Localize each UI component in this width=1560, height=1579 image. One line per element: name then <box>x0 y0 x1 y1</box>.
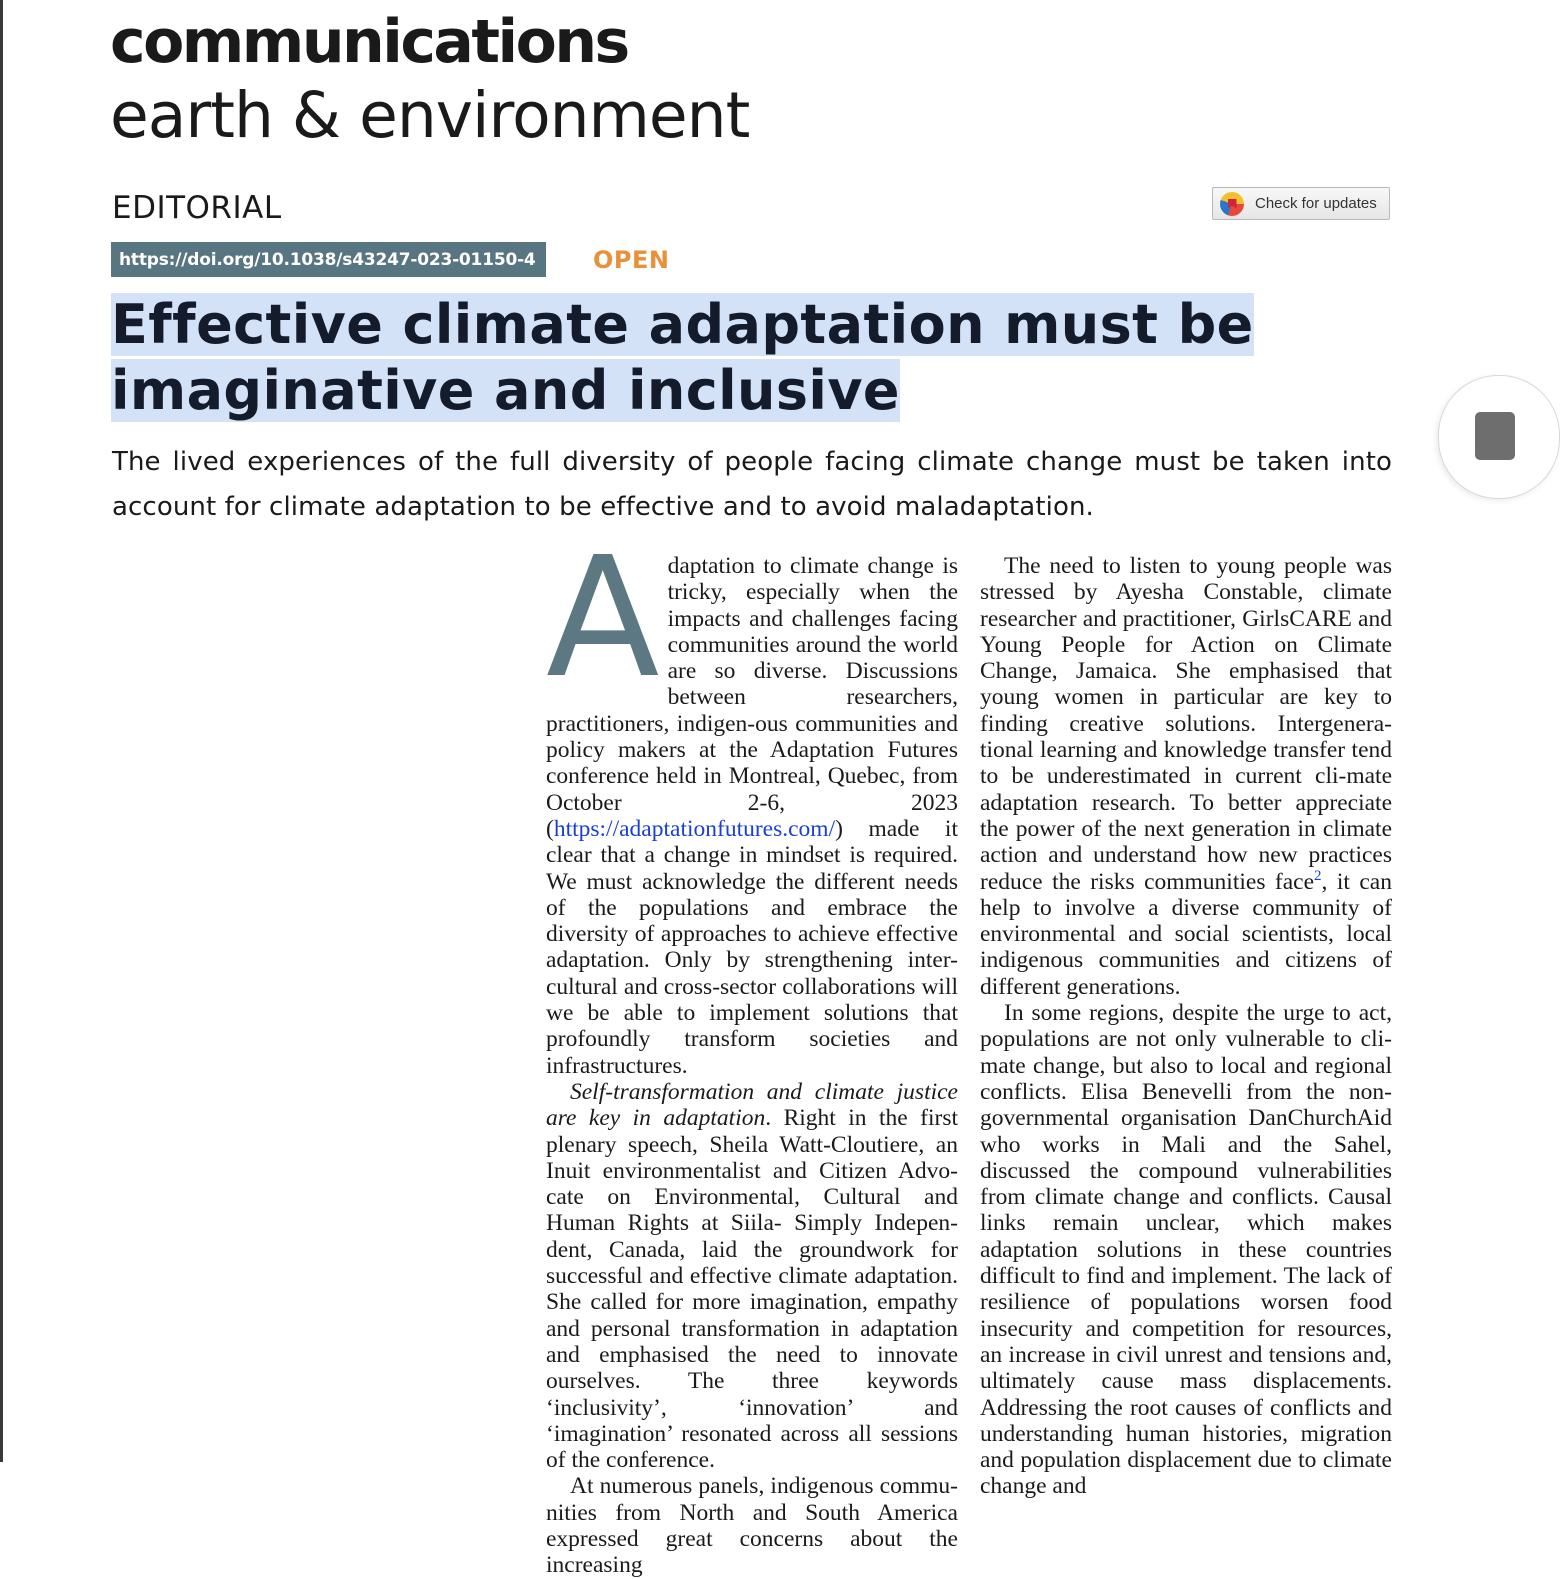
open-access-badge: OPEN <box>593 246 670 274</box>
drop-cap: A <box>546 522 660 715</box>
body-paragraph-2 <box>546 1079 958 1473</box>
journal-name-line1: communications <box>110 7 628 77</box>
reference-2-link[interactable]: 2 <box>1314 867 1322 884</box>
paragraph-4-text: The need to listen to young people was stressed by Ayesha Constable, climate researcher and practitioner, GirlsCARE and Young People for Action on Climate Change, Jamaica. She emphasised that young women in particular are key to finding creative solutions. Intergenera-tional learning and knowledge transfer tend to be underestimated in current cli-mate adaptation research. To better appreciate the power of the next generation in climate action and understand how new practices reduce the risks communities face <box>980 553 1392 895</box>
panel-toggle-icon <box>1475 412 1515 460</box>
paragraph-1-rest: ) made it clear that a change in mindset is required. We must acknowledge the different needs of the populations and embrace the diversity of approaches to achieve effective adaptation. Only by strengthening inter-cultural and cross-sector collaborations will we be able to implement solutions that profoundly transform societies and infrastructures. <box>546 815 958 1079</box>
body-paragraph-3: At numerous panels, indigenous commu-nities from North and South America expressed great concerns about the increasing <box>546 1473 958 1579</box>
doi-link[interactable]: https://doi.org/10.1038/s43247-023-01150-4 <box>111 242 546 277</box>
window-edge <box>0 0 3 1462</box>
article-title <box>111 292 1401 424</box>
body-paragraph-4 <box>980 553 1392 1000</box>
body-paragraph-5: In some regions, despite the urge to act, populations are not only vulnerable to cli-mate change, but also to local and regional conflicts. Elisa Benevelli from the non-governmental organisation DanChurchAid who works in Mali and the Sahel, discussed the compound vulnerabilities from climate change and conflicts. Causal links remain unclear, which makes adaptation solutions in these countries difficult to find and implement. The lack of resilience of populations worsen food insecurity and competition for resources, an increase in civil unrest and tensions and, ultimately cause mass displacements. Addressing the root causes of conflicts and understanding human histories, migration and population displacement due to climate change and <box>980 1000 1392 1500</box>
body-column-right <box>980 553 1392 1500</box>
conference-link[interactable]: https://adaptationfutures.com/ <box>553 815 836 842</box>
paragraph-4-rest: , it can help to involve a diverse community of environmental and social scientists, local indigenous communities and citizens of different generations. <box>980 868 1392 1000</box>
article-standfirst: The lived experiences of the full diversity of people facing climate change must be taken into account for climate adaptation to be effective and to avoid maladaptation. <box>112 447 1392 522</box>
body-column-left <box>546 522 958 1579</box>
paragraph-2-lead: Self-transformation and climate justice are key in adaptation <box>546 1078 958 1132</box>
journal-name-line2: earth & environment <box>110 79 750 152</box>
crossmark-icon <box>1220 192 1244 216</box>
paragraph-2-text: . Right in the first plenary speech, Sheila Watt-Cloutiere, an Inuit environmentalist and Citizen Advo-cate on Environmental, Cultural and Human Rights at Siila- Simply Indepen-dent, Canada, laid the groundwork for successful and effective climate adaptation. She called for more imagination, empathy and personal transformation in adaptation and emphasised the need to innovate ourselves. The three keywords ‘inclusivity’, ‘innovation’ and ‘imagination’ resonated across all sessions of the conference. <box>546 1105 958 1474</box>
check-for-updates-label: Check for updates <box>1255 195 1377 212</box>
paragraph-1-text: daptation to climate change is tricky, especially when the impacts and challenges facing communities around the world are so diverse. Discussions between researchers, practitioners, indigen-ous communities and policy makers at the Adaptation Futures conference held in Montreal, Quebec, from October 2-6, 2023 ( <box>546 553 958 842</box>
check-for-updates-button[interactable] <box>1212 187 1390 220</box>
side-panel-tab[interactable] <box>1438 375 1560 499</box>
body-paragraph-1 <box>546 522 958 1079</box>
article-type-label: EDITORIAL <box>112 190 282 226</box>
article-title-text: Effective climate adaptation must be imaginative and inclusive <box>111 293 1254 422</box>
